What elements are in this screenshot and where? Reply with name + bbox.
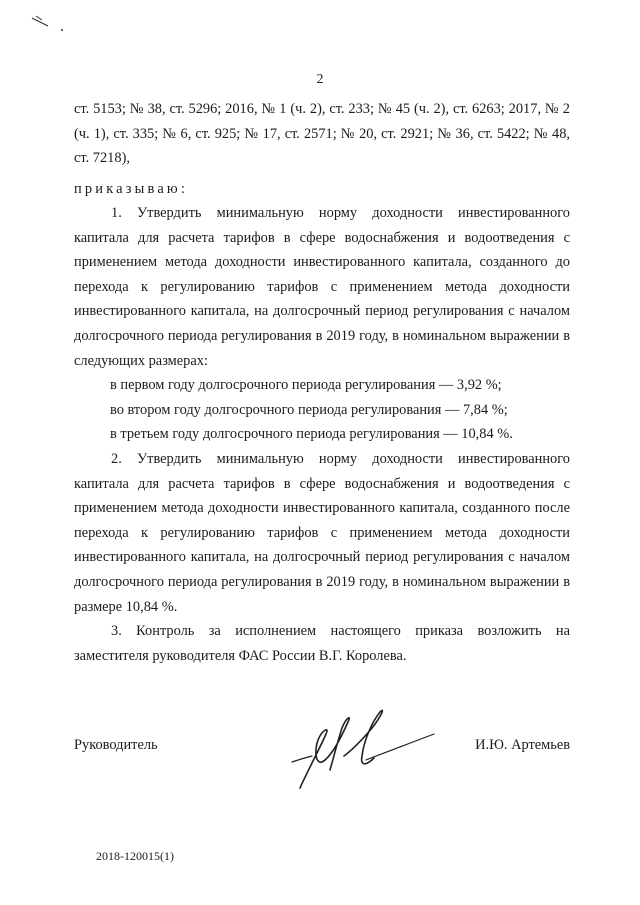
signatory-name: И.Ю. Артемьев [475,737,570,753]
continuation-paragraph [74,97,570,171]
continuation-text: ст. 5153; № 38, ст. 5296; 2016, № 1 (ч. 2), ст. 233; № 45 (ч. 2), ст. 6263; 2017, № 2 (ч. 1), ст. 335; № 6, ст. 925; № 17, ст. 2571; № 20, ст. 2921; № 36, ст. 5422; № 48, ст. 7218), [74,101,570,167]
item-2: 2. Утвердить минимальную норму доходности инвестированного капитала для расчета тарифов в сфере водоснабжения и водоотведения с применением метода доходности инвестированного капитала, созданного после перехода к регулированию тарифов с применением метода доходности инвестированного капитала, на долгосрочный период регулирования с началом долгосрочного периода регулирования в 2019 году, в номинальном выражении в размере 10,84 %. [74,450,570,615]
document-code: 2018-120015(1) [96,849,174,863]
decree-word: приказываю: [74,181,189,197]
item-3: 3. Контроль за исполнением настоящего приказа возложить на заместителя руководителя ФАС России В.Г. Королева. [74,623,570,664]
scan-artifact-mark [28,10,76,38]
item-1-list-line-3: в третьем году долгосрочного периода регулирования — 10,84 %. [110,426,513,443]
item-1: 1. Утвердить минимальную норму доходности инвестированного капитала для расчета тарифов в сфере водоснабжения и водоотведения с применением метода доходности инвестированного капитала, созданного до перехода к регулированию тарифов с применением метода доходности инвестированного капитала, на долгосрочный период регулирования с началом долгосрочного периода регулирования в 2019 году, в номинальном выражении в следующих размерах: [74,205,570,369]
item-1-list-line-2: во втором году долгосрочного периода регулирования — 7,84 %; [110,401,508,418]
item-1-list-line-1: в первом году долгосрочного периода регулирования — 3,92 %; [110,377,502,394]
signatory-title: Руководитель [74,737,158,753]
handwritten-signature [282,700,442,800]
order-items [74,201,570,668]
page-number: 2 [316,72,324,87]
